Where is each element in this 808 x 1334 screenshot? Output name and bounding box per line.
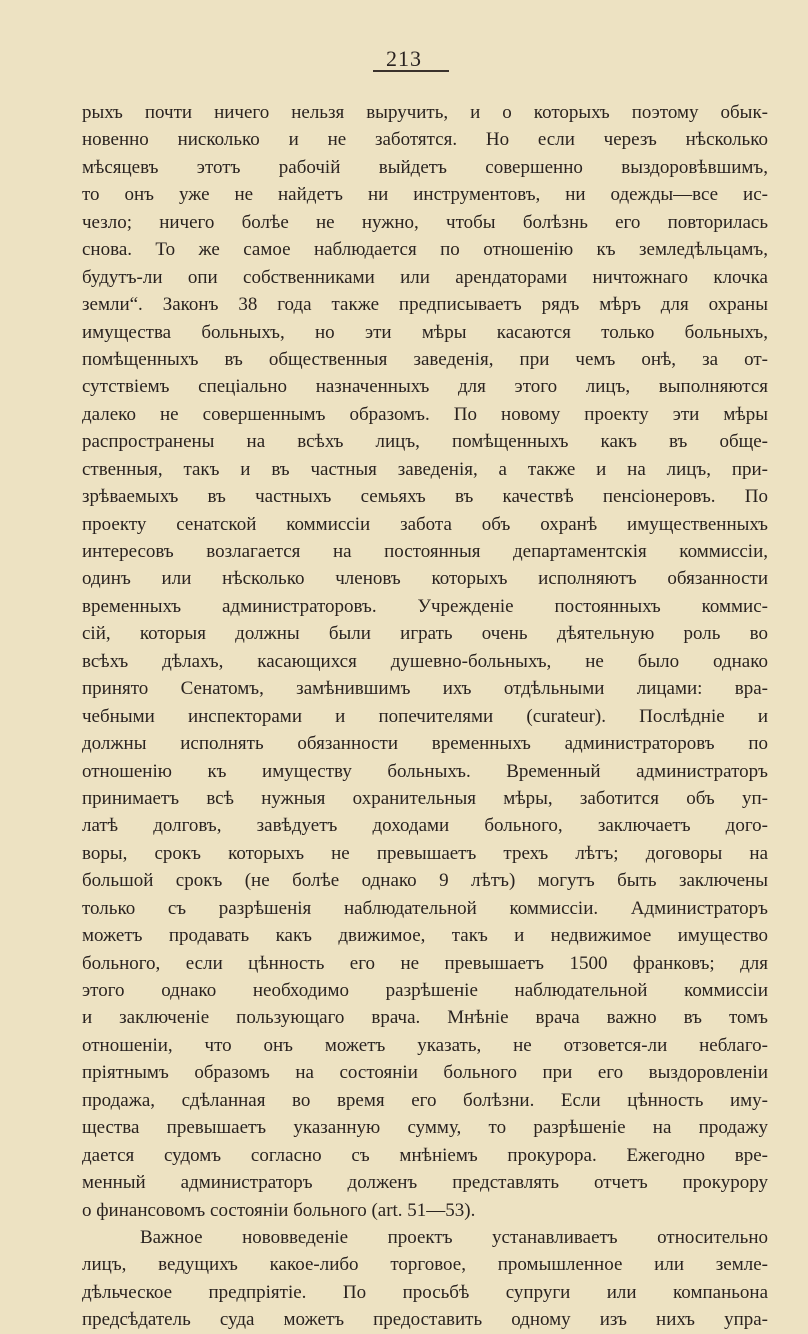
text-line: отношеніи, что онъ можетъ указать, не отзовется-ли неблаго- <box>82 1034 768 1056</box>
text-line: дѣльческое предпріятіе. По просьбѣ супруги или компаньона <box>82 1281 768 1303</box>
text-line: сій, которыя должны были играть очень дѣятельную роль во <box>82 623 768 645</box>
text-line: только съ разрѣшенія наблюдательной коммиссіи. Администраторъ <box>82 897 768 919</box>
text-line: чебными инспекторами и попечителями (curateur). Послѣдніе и <box>82 705 768 727</box>
text-line: дается судомъ согласно съ мнѣніемъ прокурора. Ежегодно вре- <box>82 1144 768 1166</box>
text-line: большой срокъ (не болѣе однако 9 лѣтъ) могутъ быть заключены <box>82 870 768 892</box>
text-line: мѣсяцевъ этотъ рабочій выйдетъ совершенно выздоровѣвшимъ, <box>82 156 768 178</box>
text-line: имущества больныхъ, но эти мѣры касаются только больныхъ, <box>82 321 768 343</box>
text-line: о финансовомъ состояніи больного (art. 51—53). <box>82 1199 476 1221</box>
text-line: принято Сенатомъ, замѣнившимъ ихъ отдѣльными лицами: вра- <box>82 678 768 700</box>
text-line: будутъ-ли опи собственниками или арендаторами ничтожнаго клочка <box>82 266 768 288</box>
text-line: временныхъ администраторовъ. Учрежденіе постоянныхъ коммис- <box>82 595 768 617</box>
text-line: рыхъ почти ничего нельзя выручить, и о которыхъ поэтому обык- <box>82 102 768 123</box>
text-line: проекту сенатской коммиссіи забота объ охранѣ имущественныхъ <box>82 513 768 535</box>
text-line: латѣ долговъ, завѣдуетъ доходами больного, заключаетъ дого- <box>82 815 768 837</box>
text-line: можетъ продавать какъ движимое, такъ и недвижимое имущество <box>82 925 768 947</box>
text-line: новенно нисколько и не заботятся. Но если черезъ нѣсколько <box>82 129 768 151</box>
text-line: земли“. Законъ 38 года также предписываетъ рядъ мѣръ для охраны <box>82 294 768 316</box>
text-line: интересовъ возлагается на постоянныя департаментскія коммиссіи, <box>82 541 768 562</box>
text-line: зрѣваемыхъ въ частныхъ семьяхъ въ качествѣ пенсіонеровъ. По <box>82 486 768 508</box>
text-line: всѣхъ дѣлахъ, касающихся душевно-больныхъ, не было однако <box>82 650 768 672</box>
text-line: Важное нововведеніе проектъ устанавливаетъ относительно <box>140 1226 768 1248</box>
text-line: чезло; ничего болѣе не нужно, чтобы болѣзнь его повторилась <box>82 211 768 233</box>
text-line: принимаетъ всѣ нужныя охранительныя мѣры, заботится объ уп- <box>82 787 768 809</box>
text-line: ственныя, такъ и въ частныя заведенія, а также и на лицъ, при- <box>82 458 768 480</box>
text-line: щества превышаетъ указанную сумму, то разрѣшеніе на продажу <box>82 1117 768 1139</box>
text-line: больного, если цѣнность его не превышаетъ 1500 франковъ; для <box>82 952 768 974</box>
text-line: отношенію къ имуществу больныхъ. Временный администраторъ <box>82 760 768 782</box>
text-line: продажа, сдѣланная во время его болѣзни. Если цѣнность иму- <box>82 1089 768 1111</box>
page-number: 213 <box>386 46 422 71</box>
text-line: и заключеніе пользующаго врача. Мнѣніе врача важно въ томъ <box>82 1007 768 1029</box>
text-line: то онъ уже не найдетъ ни инструментовъ, ни одежды—все ис- <box>82 184 768 206</box>
text-line: этого однако необходимо разрѣшеніе наблюдательной коммиссіи <box>82 980 768 1001</box>
text-line: предсѣдатель суда можетъ предоставить одному изъ нихъ упра- <box>82 1309 768 1331</box>
text-line: распространены на всѣхъ лицъ, помѣщенныхъ какъ въ обще- <box>82 431 768 453</box>
text-line: помѣщенныхъ въ общественныя заведенія, при чемъ онѣ, за от- <box>82 348 768 370</box>
text-line: одинъ или нѣсколько членовъ которыхъ исполняютъ обязанности <box>82 568 768 590</box>
page-number-underline <box>373 70 449 72</box>
text-line: далеко не совершеннымъ образомъ. По новому проекту эти мѣры <box>82 403 768 425</box>
body-text <box>82 99 768 1334</box>
text-line: менный администраторъ долженъ представлять отчетъ прокурору <box>82 1172 768 1194</box>
text-line: воры, срокъ которыхъ не превышаетъ трехъ лѣтъ; договоры на <box>82 842 768 864</box>
text-line: должны исполнять обязанности временныхъ администраторовъ по <box>82 733 768 755</box>
text-line: пріятнымъ образомъ на состояніи больного при его выздоровленіи <box>82 1062 768 1084</box>
text-line: сутствіемъ спеціально назначенныхъ для этого лицъ, выполняются <box>82 376 768 398</box>
text-line: лицъ, ведущихъ какое-либо торговое, промышленное или земле- <box>82 1254 768 1276</box>
text-line: снова. То же самое наблюдается по отношенію къ земледѣльцамъ, <box>82 239 768 261</box>
